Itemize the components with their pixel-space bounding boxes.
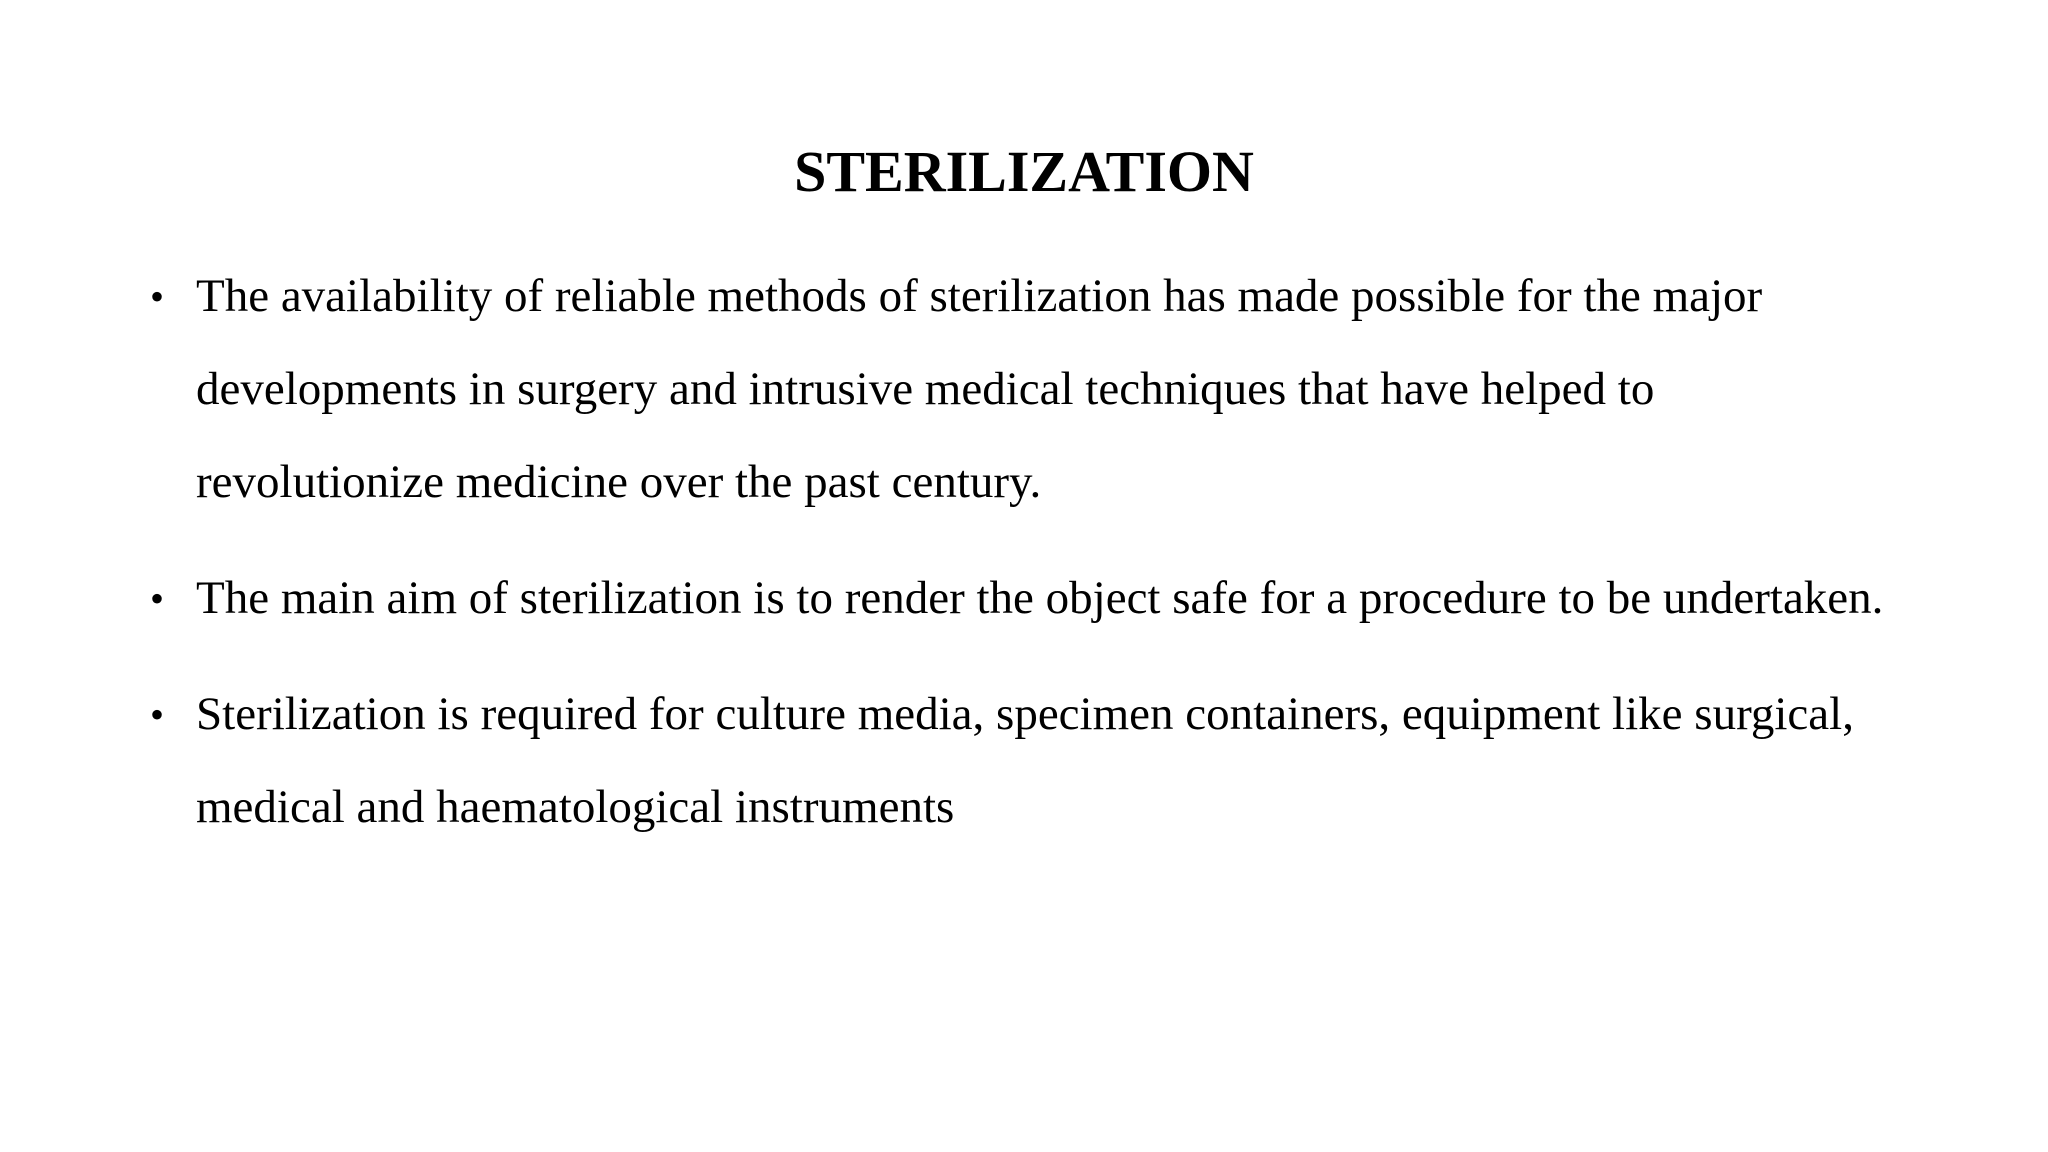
bullet-text: The main aim of sterilization is to render the object safe for a procedure to be undertaken. [196, 572, 1884, 624]
bullet-item-2 [150, 552, 1910, 645]
bullet-text: The availability of reliable methods of sterilization has made possible for the major developments in surgery and intrusive medical techniques that have helped to revolutionize medicine over the past century. [196, 270, 1763, 508]
bullet-dot-icon: • [150, 274, 165, 319]
bullet-text: Sterilization is required for culture media, specimen containers, equipment like surgical, medical and haematological instruments [196, 688, 1854, 833]
bullet-dot-icon: • [150, 692, 165, 737]
slide-title: STERILIZATION [794, 139, 1254, 204]
bullet-dot-icon: • [150, 576, 165, 621]
bullet-list [150, 250, 1910, 877]
bullet-item-3 [150, 668, 1910, 854]
bullet-item-1 [150, 250, 1910, 529]
